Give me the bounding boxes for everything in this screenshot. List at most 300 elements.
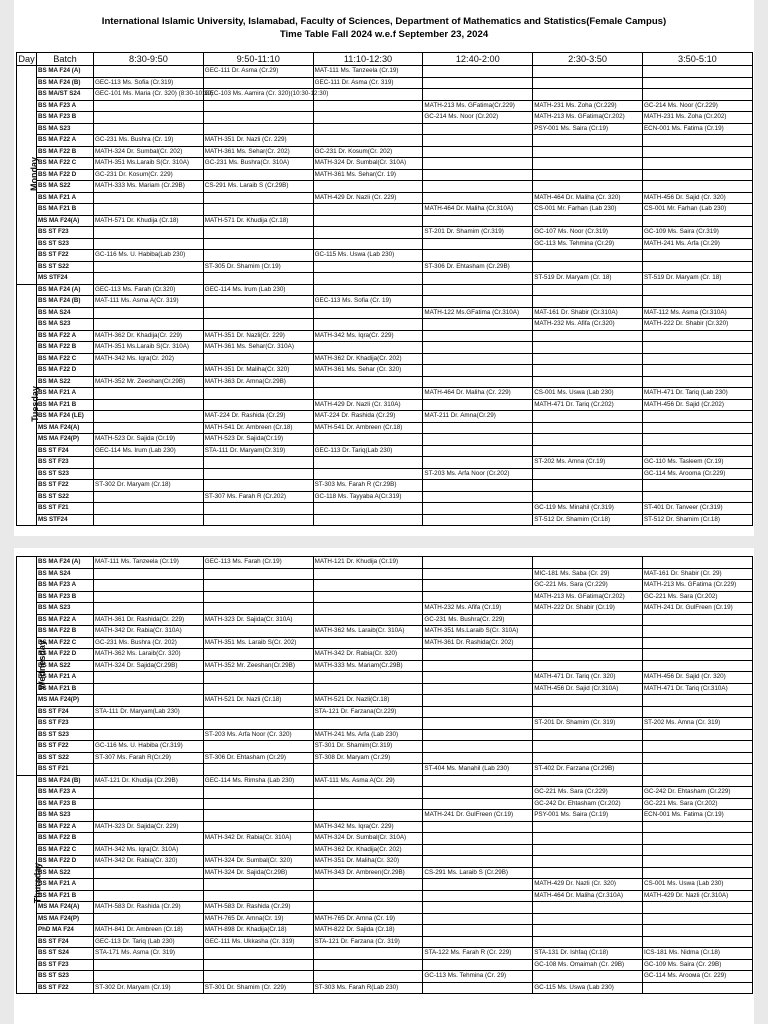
column-header-day: Day bbox=[18, 54, 35, 64]
class-cell bbox=[533, 867, 643, 879]
class-cell bbox=[313, 890, 423, 902]
table-row bbox=[17, 353, 753, 365]
class-cell bbox=[423, 238, 533, 250]
class-cell: MATH-333 Ms. Mariam(Cr.29B) bbox=[313, 660, 423, 672]
class-cell: STA-121 Dr. Farzana (Cr. 319) bbox=[313, 936, 423, 948]
class-cell: STA-111 Dr. Maryam(Cr.319) bbox=[203, 445, 313, 457]
batch-cell: BS MA S23 bbox=[37, 810, 94, 822]
table-row bbox=[17, 913, 753, 925]
class-cell bbox=[94, 971, 204, 983]
class-cell bbox=[313, 100, 423, 112]
class-cell bbox=[313, 238, 423, 250]
batch-cell: BS ST S23 bbox=[37, 468, 94, 480]
class-cell: GEC-103 Ms. Aamira (Cr. 320)(10:30-12:30) bbox=[203, 89, 313, 101]
class-cell bbox=[203, 204, 313, 216]
class-cell: MATH-351 Ms.Laraib S(Cr. 310A) bbox=[94, 342, 204, 354]
class-cell: ST-303 Ms. Farah R(Lab 230) bbox=[313, 982, 423, 994]
class-cell bbox=[423, 250, 533, 262]
class-cell bbox=[94, 123, 204, 135]
class-cell bbox=[313, 637, 423, 649]
class-cell bbox=[423, 557, 533, 569]
table-row bbox=[17, 376, 753, 388]
class-cell: MATH-765 Dr. Amna (Cr. 19) bbox=[313, 913, 423, 925]
timetable-page-2 bbox=[14, 548, 754, 1024]
class-cell bbox=[533, 626, 643, 638]
class-cell bbox=[313, 376, 423, 388]
class-cell: CS-291 Ms. Laraib S (Cr.29B) bbox=[423, 867, 533, 879]
table-row bbox=[17, 169, 753, 181]
class-cell bbox=[423, 844, 533, 856]
table-row bbox=[17, 764, 753, 776]
class-cell bbox=[642, 775, 752, 787]
class-cell: GC-242 Dr. Ehtasham (Cr.202) bbox=[533, 798, 643, 810]
class-cell bbox=[533, 135, 643, 147]
class-cell: ST-302 Dr. Maryam (Cr.19) bbox=[94, 982, 204, 994]
class-cell: GEC-101 Ms. Maria (Cr. 320) (8:30-10:30) bbox=[94, 89, 204, 101]
class-cell bbox=[313, 614, 423, 626]
class-cell: PSY-001 Ms. Saira (Cr.19) bbox=[533, 810, 643, 822]
class-cell bbox=[423, 902, 533, 914]
class-cell bbox=[642, 557, 752, 569]
table-row bbox=[17, 445, 753, 457]
class-cell bbox=[423, 787, 533, 799]
class-cell: MATH-324 Dr. Sajida(Cr.29B) bbox=[203, 867, 313, 879]
class-cell: ST-305 Dr. Shamim (Cr.19) bbox=[203, 261, 313, 273]
class-cell: MATH-521 Dr. Nazli (Cr.18) bbox=[203, 695, 313, 707]
class-cell bbox=[313, 388, 423, 400]
class-cell: MATH-822 Dr. Sajida (Cr.18) bbox=[313, 925, 423, 937]
class-cell bbox=[423, 365, 533, 377]
table-row bbox=[17, 399, 753, 411]
class-cell bbox=[533, 637, 643, 649]
class-cell bbox=[94, 66, 204, 78]
class-cell bbox=[203, 683, 313, 695]
table-row bbox=[17, 307, 753, 319]
class-cell bbox=[642, 422, 752, 434]
table-row bbox=[17, 434, 753, 446]
batch-cell: BS MA S22 bbox=[37, 867, 94, 879]
class-cell bbox=[94, 457, 204, 469]
class-cell bbox=[642, 284, 752, 296]
batch-cell: BS MA F23 B bbox=[37, 591, 94, 603]
table-row bbox=[17, 833, 753, 845]
class-cell bbox=[203, 169, 313, 181]
class-cell: MATH-342 Dr. Rabia(Cr. 310A) bbox=[203, 833, 313, 845]
class-cell bbox=[313, 89, 423, 101]
day-label: Monday bbox=[29, 156, 40, 191]
class-cell bbox=[423, 821, 533, 833]
batch-cell: BS ST S22 bbox=[37, 752, 94, 764]
class-cell: GC-221 Ms. Sara (Cr.202) bbox=[642, 798, 752, 810]
class-cell bbox=[203, 603, 313, 615]
class-cell bbox=[423, 376, 533, 388]
batch-cell: BS ST F23 bbox=[37, 718, 94, 730]
class-cell bbox=[533, 365, 643, 377]
class-cell bbox=[203, 844, 313, 856]
class-cell bbox=[313, 135, 423, 147]
class-cell bbox=[533, 557, 643, 569]
class-cell bbox=[313, 342, 423, 354]
class-cell bbox=[423, 925, 533, 937]
batch-cell: BS MA F23 B bbox=[37, 112, 94, 124]
table-row bbox=[17, 146, 753, 158]
class-cell: GC-221 Ms. Sara (Cr.229) bbox=[533, 787, 643, 799]
batch-cell: BS MA F24 (B) bbox=[37, 77, 94, 89]
class-cell bbox=[533, 649, 643, 661]
table-row bbox=[17, 388, 753, 400]
class-cell: MATH-324 Dr. Sajida(Cr.29B) bbox=[94, 660, 204, 672]
class-cell bbox=[94, 319, 204, 331]
batch-cell: BS MA F23 A bbox=[37, 100, 94, 112]
column-header-slot: 12:40-2:00 bbox=[423, 53, 533, 66]
class-cell bbox=[313, 683, 423, 695]
class-cell bbox=[533, 660, 643, 672]
class-cell bbox=[203, 810, 313, 822]
class-cell bbox=[423, 890, 533, 902]
batch-cell: BS ST F23 bbox=[37, 959, 94, 971]
class-cell: ST-302 Dr. Maryam (Cr.18) bbox=[94, 480, 204, 492]
class-cell bbox=[423, 284, 533, 296]
class-cell bbox=[94, 672, 204, 684]
class-cell bbox=[203, 798, 313, 810]
class-cell: GC-107 Ms. Noor (Cr.319) bbox=[533, 227, 643, 239]
batch-cell: BS MA F24 (A) bbox=[37, 66, 94, 78]
class-cell: MATH-361 Ms. Sehar (Cr. 320) bbox=[313, 365, 423, 377]
class-cell bbox=[94, 591, 204, 603]
table-row bbox=[17, 158, 753, 170]
day-label: Tuesday bbox=[29, 385, 40, 422]
class-cell: ST-202 Ms. Amna (Cr. 319) bbox=[642, 718, 752, 730]
table-row bbox=[17, 319, 753, 331]
class-cell: MAT-161 Dr. Shabir (Cr.310A) bbox=[533, 307, 643, 319]
batch-cell: BS MA F22 A bbox=[37, 135, 94, 147]
class-cell bbox=[94, 580, 204, 592]
batch-cell: BS MA F22 A bbox=[37, 330, 94, 342]
table-row bbox=[17, 66, 753, 78]
batch-cell: BS ST F23 bbox=[37, 227, 94, 239]
class-cell: STA-131 Dr. Ishfaq (Cr.18) bbox=[533, 948, 643, 960]
batch-cell: BS MA F21 B bbox=[37, 890, 94, 902]
class-cell: MATH-361 Dr. Rashida(Cr. 202) bbox=[423, 637, 533, 649]
class-cell bbox=[533, 925, 643, 937]
class-cell bbox=[313, 181, 423, 193]
table-row bbox=[17, 457, 753, 469]
table-row bbox=[17, 971, 753, 983]
class-cell: MATH-324 Dr. Sumbal(Cr. 320) bbox=[203, 856, 313, 868]
class-cell: GEC-113 Dr. Tariq(Lab 230) bbox=[313, 445, 423, 457]
table-row bbox=[17, 787, 753, 799]
class-cell bbox=[423, 936, 533, 948]
class-cell: MATH-841 Dr. Ambreen (Cr.18) bbox=[94, 925, 204, 937]
class-cell: GC-118 Ms. Tayyaba A(Cr.319) bbox=[313, 491, 423, 503]
class-cell bbox=[203, 123, 313, 135]
class-cell: MATH-343 Dr. Ambreen(Cr.29B) bbox=[313, 867, 423, 879]
class-cell: ST-307 Ms. Farah R(Cr.29) bbox=[94, 752, 204, 764]
class-cell: GC-231 Ms. Bushra (Cr. 19) bbox=[94, 135, 204, 147]
class-cell bbox=[94, 491, 204, 503]
class-cell bbox=[94, 468, 204, 480]
class-cell bbox=[203, 77, 313, 89]
batch-cell: BS ST S22 bbox=[37, 491, 94, 503]
class-cell bbox=[533, 77, 643, 89]
class-cell: ST-201 Dr. Shamim (Cr.319) bbox=[423, 227, 533, 239]
class-cell: MATH-362 Ms. Laraib(Cr. 310A) bbox=[313, 626, 423, 638]
table-row bbox=[17, 568, 753, 580]
class-cell: MATH-456 Dr. Sajid (Cr. 320) bbox=[642, 192, 752, 204]
class-cell: CS-001 Mr. Farhan (Lab 230) bbox=[642, 204, 752, 216]
batch-cell: BS MA F24 (B) bbox=[37, 775, 94, 787]
class-cell bbox=[642, 752, 752, 764]
class-cell bbox=[533, 936, 643, 948]
class-cell: MATH-342 Ms. Iqra(Cr. 310A) bbox=[94, 844, 204, 856]
batch-cell: MS MA F24(P) bbox=[37, 913, 94, 925]
batch-cell: MS MA F24(P) bbox=[37, 434, 94, 446]
class-cell bbox=[642, 250, 752, 262]
class-cell: MATH-362 Dr. Khadija(Cr. 229) bbox=[94, 330, 204, 342]
class-cell bbox=[533, 833, 643, 845]
class-cell bbox=[94, 112, 204, 124]
class-cell: MATH-464 Dr. Maliha (Cr. 320) bbox=[533, 192, 643, 204]
class-cell bbox=[642, 158, 752, 170]
class-cell: MATH-351 Dr. Maliha(Cr. 320) bbox=[313, 856, 423, 868]
class-cell: MATH-342 Ms. Iqra(Cr. 202) bbox=[94, 353, 204, 365]
class-cell: GC-115 Ms. Uswa (Lab 230) bbox=[313, 250, 423, 262]
table-row bbox=[17, 752, 753, 764]
class-cell bbox=[203, 457, 313, 469]
class-cell: GC-116 Ms. U. Habiba (Cr.319) bbox=[94, 741, 204, 753]
batch-cell: BS MA F22 B bbox=[37, 626, 94, 638]
class-cell: MAT-211 Dr. Amna(Cr.29) bbox=[423, 411, 533, 423]
class-cell bbox=[94, 422, 204, 434]
table-row bbox=[17, 706, 753, 718]
class-cell bbox=[533, 411, 643, 423]
table-row bbox=[17, 480, 753, 492]
class-cell: ST-303 Ms. Farah R (Cr.29B) bbox=[313, 480, 423, 492]
table-row bbox=[17, 810, 753, 822]
class-cell bbox=[94, 798, 204, 810]
class-cell: MATH-361 Ms. Sehar(Cr. 19) bbox=[313, 169, 423, 181]
class-cell bbox=[642, 330, 752, 342]
class-cell: MATH-342 Dr. Rabia(Cr. 310A) bbox=[94, 626, 204, 638]
class-cell bbox=[313, 580, 423, 592]
day-cell bbox=[17, 557, 47, 776]
class-cell: MATH-456 Dr. Sajid (Cr. 320) bbox=[642, 672, 752, 684]
class-cell: GC-109 Ms. Saira (Cr.319) bbox=[642, 227, 752, 239]
class-cell bbox=[642, 146, 752, 158]
class-cell bbox=[533, 284, 643, 296]
class-cell bbox=[533, 856, 643, 868]
class-cell: GC-231 Ms. Bushra (Cr. 202) bbox=[94, 637, 204, 649]
class-cell: MAT-111 Ms. Asma A(Cr. 29) bbox=[313, 775, 423, 787]
day-label: Wednesday bbox=[36, 639, 47, 690]
table-row bbox=[17, 77, 753, 89]
table-row bbox=[17, 330, 753, 342]
column-header-slot: 11:10-12:30 bbox=[313, 53, 423, 66]
class-cell: ST-301 Dr. Shamim(Cr.319) bbox=[313, 741, 423, 753]
class-cell: GEC-111 Dr. Asma (Cr.29) bbox=[203, 66, 313, 78]
class-cell bbox=[313, 434, 423, 446]
class-cell bbox=[423, 422, 533, 434]
class-cell: MAT-112 Ms. Asma (Cr.310A) bbox=[642, 307, 752, 319]
batch-cell: BS MA S22 bbox=[37, 376, 94, 388]
class-cell: MATH-231 Ms. Zoha (Cr.229) bbox=[533, 100, 643, 112]
class-cell: ST-306 Dr. Ehtasham (Cr.29B) bbox=[423, 261, 533, 273]
column-header-batch: Batch bbox=[37, 53, 94, 66]
class-cell: MATH-213 Ms. GFatima(Cr.229) bbox=[423, 100, 533, 112]
class-cell bbox=[313, 810, 423, 822]
batch-cell: BS MA F21 A bbox=[37, 388, 94, 400]
class-cell bbox=[533, 296, 643, 308]
class-cell bbox=[642, 215, 752, 227]
class-cell bbox=[533, 353, 643, 365]
table-row bbox=[17, 296, 753, 308]
class-cell: CS-291 Ms. Laraib S (Cr.29B) bbox=[203, 181, 313, 193]
batch-cell: BS ST F21 bbox=[37, 764, 94, 776]
class-cell: GEC-113 Ms. Sofia (Cr. 19) bbox=[313, 296, 423, 308]
class-cell bbox=[423, 192, 533, 204]
batch-cell: BS ST F24 bbox=[37, 706, 94, 718]
class-cell: GC-113 Ms. Tehmina (Cr. 29) bbox=[423, 971, 533, 983]
class-cell: MATH-361 Ms. Sehar(Cr. 202) bbox=[203, 146, 313, 158]
class-cell: GC-231 Ms. Bushra(Cr. 229) bbox=[423, 614, 533, 626]
batch-cell: BS ST S23 bbox=[37, 238, 94, 250]
class-cell bbox=[642, 77, 752, 89]
class-cell: STA-122 Ms. Farah R (Cr. 229) bbox=[423, 948, 533, 960]
class-cell bbox=[94, 307, 204, 319]
class-cell bbox=[94, 503, 204, 515]
class-cell bbox=[642, 66, 752, 78]
class-cell: MATH-342 Dr. Rabia(Cr. 320) bbox=[313, 649, 423, 661]
class-cell: MATH-464 Dr. Maliha (Cr.310A) bbox=[533, 890, 643, 902]
class-cell: MATH-213 Ms. GFatima (Cr.229) bbox=[642, 580, 752, 592]
column-header-slot: 3:50-5:10 bbox=[642, 53, 752, 66]
class-cell: ST-404 Ms. Manahil (Lab 230) bbox=[423, 764, 533, 776]
table-row bbox=[17, 135, 753, 147]
class-cell: ECN-001 Ms. Fatima (Cr.19) bbox=[642, 123, 752, 135]
table-row bbox=[17, 100, 753, 112]
class-cell bbox=[313, 284, 423, 296]
batch-cell: BS MA F24 (A) bbox=[37, 284, 94, 296]
class-cell: ECN-001 Ms. Fatima (Cr.19) bbox=[642, 810, 752, 822]
class-cell bbox=[203, 319, 313, 331]
class-cell bbox=[533, 376, 643, 388]
class-cell bbox=[642, 821, 752, 833]
class-cell bbox=[203, 741, 313, 753]
class-cell: MATH-241 Ms. Arfa (Lab 230) bbox=[313, 729, 423, 741]
class-cell bbox=[94, 273, 204, 285]
class-cell: ST-519 Dr. Maryam (Cr. 18) bbox=[533, 273, 643, 285]
class-cell bbox=[203, 100, 313, 112]
class-cell bbox=[203, 192, 313, 204]
class-cell bbox=[423, 660, 533, 672]
class-cell bbox=[642, 376, 752, 388]
day-cell bbox=[17, 775, 43, 994]
class-cell: MATH-363 Dr. Amna(Cr.29B) bbox=[203, 376, 313, 388]
class-cell: GC-214 Ms. Noor (Cr.202) bbox=[423, 112, 533, 124]
class-cell: GC-214 Ms. Noor (Cr.229) bbox=[642, 100, 752, 112]
class-cell bbox=[423, 649, 533, 661]
class-cell bbox=[423, 342, 533, 354]
class-cell bbox=[423, 591, 533, 603]
class-cell bbox=[313, 273, 423, 285]
class-cell bbox=[642, 660, 752, 672]
table-row bbox=[17, 365, 753, 377]
class-cell bbox=[423, 741, 533, 753]
batch-cell: BS ST F22 bbox=[37, 480, 94, 492]
class-cell bbox=[203, 388, 313, 400]
batch-cell: BS MA F22 D bbox=[37, 169, 94, 181]
class-cell: MATH-471 Dr. Tariq (Cr. 320) bbox=[533, 672, 643, 684]
batch-cell: BS MA F24 (LE) bbox=[37, 411, 94, 423]
class-cell: MAT-111 Ms. Tanzeela (Cr.19) bbox=[313, 66, 423, 78]
class-cell: MATH-342 Ms. Iqra(Cr. 229) bbox=[313, 330, 423, 342]
class-cell bbox=[203, 503, 313, 515]
class-cell bbox=[642, 637, 752, 649]
class-cell: MATH-222 Dr. Shabir (Cr.19) bbox=[533, 603, 643, 615]
batch-cell: BS MA F21 B bbox=[37, 204, 94, 216]
batch-cell: MS MA F24(P) bbox=[37, 695, 94, 707]
class-cell bbox=[423, 445, 533, 457]
class-cell: MATH-352 Mr. Zeeshan(Cr.29B) bbox=[94, 376, 204, 388]
class-cell bbox=[94, 100, 204, 112]
class-cell bbox=[423, 718, 533, 730]
class-cell bbox=[533, 752, 643, 764]
class-cell: GC-221 Ms. Sara (Cr.202) bbox=[642, 591, 752, 603]
class-cell bbox=[313, 672, 423, 684]
class-cell bbox=[642, 135, 752, 147]
class-cell bbox=[313, 457, 423, 469]
table-row bbox=[17, 422, 753, 434]
class-cell: MATH-571 Dr. Khudija (Cr.18) bbox=[94, 215, 204, 227]
table-row bbox=[17, 856, 753, 868]
batch-cell: BS ST F22 bbox=[37, 741, 94, 753]
table-row bbox=[17, 775, 753, 787]
class-cell bbox=[94, 879, 204, 891]
class-cell: MATH-241 Dr. GulFreen (Cr.19) bbox=[423, 810, 533, 822]
class-cell: GEC-114 Ms. Irum (Lab 230) bbox=[94, 445, 204, 457]
class-cell bbox=[423, 775, 533, 787]
class-cell bbox=[203, 307, 313, 319]
class-cell: GC-115 Ms. Uswa (Lab 230) bbox=[533, 982, 643, 994]
table-row bbox=[17, 902, 753, 914]
batch-cell: BS MA/ST S24 bbox=[37, 89, 94, 101]
class-cell bbox=[642, 89, 752, 101]
batch-cell: MS MA F24(A) bbox=[37, 902, 94, 914]
class-cell bbox=[313, 227, 423, 239]
class-cell: ST-306 Dr. Ehtasham (Cr.29) bbox=[203, 752, 313, 764]
class-cell bbox=[313, 319, 423, 331]
class-cell bbox=[203, 626, 313, 638]
timetable-table bbox=[16, 556, 753, 994]
class-cell bbox=[533, 706, 643, 718]
class-cell: MATH-464 Dr. Maliha (Cr. 229) bbox=[423, 388, 533, 400]
class-cell: GEC-113 Dr. Tariq (Lab 230) bbox=[94, 936, 204, 948]
class-cell bbox=[642, 365, 752, 377]
class-cell bbox=[423, 491, 533, 503]
class-cell bbox=[642, 764, 752, 776]
class-cell bbox=[423, 503, 533, 515]
class-cell bbox=[423, 480, 533, 492]
table-row bbox=[17, 936, 753, 948]
class-cell bbox=[94, 867, 204, 879]
class-cell: GC-242 Dr. Ehtasham (Cr.229) bbox=[642, 787, 752, 799]
class-cell: CS-001 Ms. Uswa (Lab 230) bbox=[533, 388, 643, 400]
class-cell bbox=[94, 787, 204, 799]
class-cell bbox=[313, 261, 423, 273]
class-cell bbox=[94, 695, 204, 707]
class-cell bbox=[642, 411, 752, 423]
class-cell bbox=[313, 215, 423, 227]
